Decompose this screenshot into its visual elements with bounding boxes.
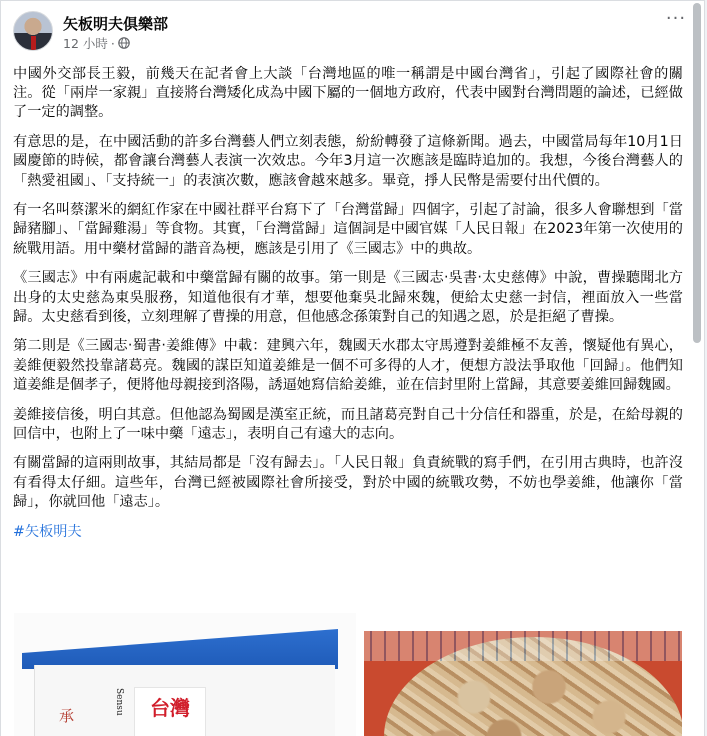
post-time[interactable]: 12 小時 xyxy=(63,36,108,51)
post-meta xyxy=(63,34,130,52)
package-mark: 承 xyxy=(59,707,75,725)
avatar[interactable] xyxy=(13,11,53,51)
post-paragraph: 《三國志》中有兩處記載和中藥當歸有關的故事。第一則是《三國志‧吳書‧太史慈傳》中說，曹操聽聞北方出身的太史慈為東吳服務，知道他很有才華，想要他棄吳北歸來魏，便給太史慈一封信，裡面放入一些當歸。太史慈看到後，立刻理解了曹操的用意，但他感念孫策對自己的知遇之恩，於是拒絕了曹操。 xyxy=(13,270,683,325)
globe-icon[interactable] xyxy=(118,37,130,49)
herb-package-photo[interactable] xyxy=(14,613,356,736)
post-paragraph: 中國外交部長王毅，前幾天在記者會上大談「台灣地區的唯一稱謂是中國台灣省」，引起了國際社會的關注。從「兩岸一家親」直接將台灣矮化成為中國下屬的一個地方政府，代表中國對台灣問題的論述，已經做了一定的調整。 xyxy=(13,66,683,121)
scrollbar[interactable] xyxy=(693,3,701,343)
post-paragraph: 有關當歸的這兩則故事，其結局都是「沒有歸去」。「人民日報」負責統戰的寫手們，在引用古典時，也許沒有看得太仔細。這些年，台灣已經被國際社會所接受，對於中國的統戰攻勢，不妨也學姜維，他讓你「當歸」，你就回他「遠志」。 xyxy=(13,455,683,510)
page-name[interactable]: 矢板明夫俱樂部 xyxy=(63,15,169,33)
hashtag-link[interactable]: #矢板明夫 xyxy=(13,523,82,540)
more-options-icon[interactable]: ··· xyxy=(665,8,687,29)
post-header xyxy=(13,11,653,55)
package-side-text: Sensu xyxy=(114,688,124,716)
post-content xyxy=(13,65,683,552)
post-images xyxy=(14,613,686,736)
post-paragraph: 有意思的是，在中國活動的許多台灣藝人們立刻表態，紛紛轉發了這條新聞。過去，中國當局每年10月1日國慶節的時候，都會讓台灣藝人表演一次效忠。今年3月這一次應該是臨時追加的。我想，今後台灣藝人的「熱愛祖國」、「支持統一」的表演次數，應該會越來越多。畢竟，掙人民幣是需要付出代價的。 xyxy=(13,134,683,189)
post-paragraph: 第二則是《三國志‧蜀書‧姜維傳》中載：建興六年，魏國天水郡太守馬遵對姜維極不友善，懷疑他有異心，姜維便毅然投靠諸葛亮。魏國的謀臣知道姜維是一個不可多得的人才，便想方設法爭取他「回歸」。他們知道姜維是個孝子，便將他母親接到洛陽，誘逼她寫信給姜維，並在信封里附上當歸，其意要姜維回歸魏國。 xyxy=(13,338,683,393)
dried-angelica-root-photo[interactable] xyxy=(364,631,682,736)
post-paragraph: 姜維接信後，明白其意。但他認為蜀國是漢室正統，而且諸葛亮對自己十分信任和器重，於是，在給母親的回信中，也附上了一味中藥「遠志」，表明自己有遠大的志向。 xyxy=(13,406,683,442)
package-label: 台灣 xyxy=(134,687,206,736)
meta-separator: · xyxy=(110,35,115,51)
package-lid xyxy=(22,629,338,669)
plate-rim xyxy=(364,631,682,661)
post-paragraph: 有一名叫蔡潔米的網紅作家在中國社群平台寫下了「台灣當歸」四個字，引起了討論，很多人會聯想到「當歸豬腳」、「當歸雞湯」等食物。其實，「台灣當歸」這個詞是中國官媒「人民日報」在2023年第一次使用的統戰用語。用中藥材當歸的諧音為梗，應該是引用了《三國志》中的典故。 xyxy=(13,202,683,257)
